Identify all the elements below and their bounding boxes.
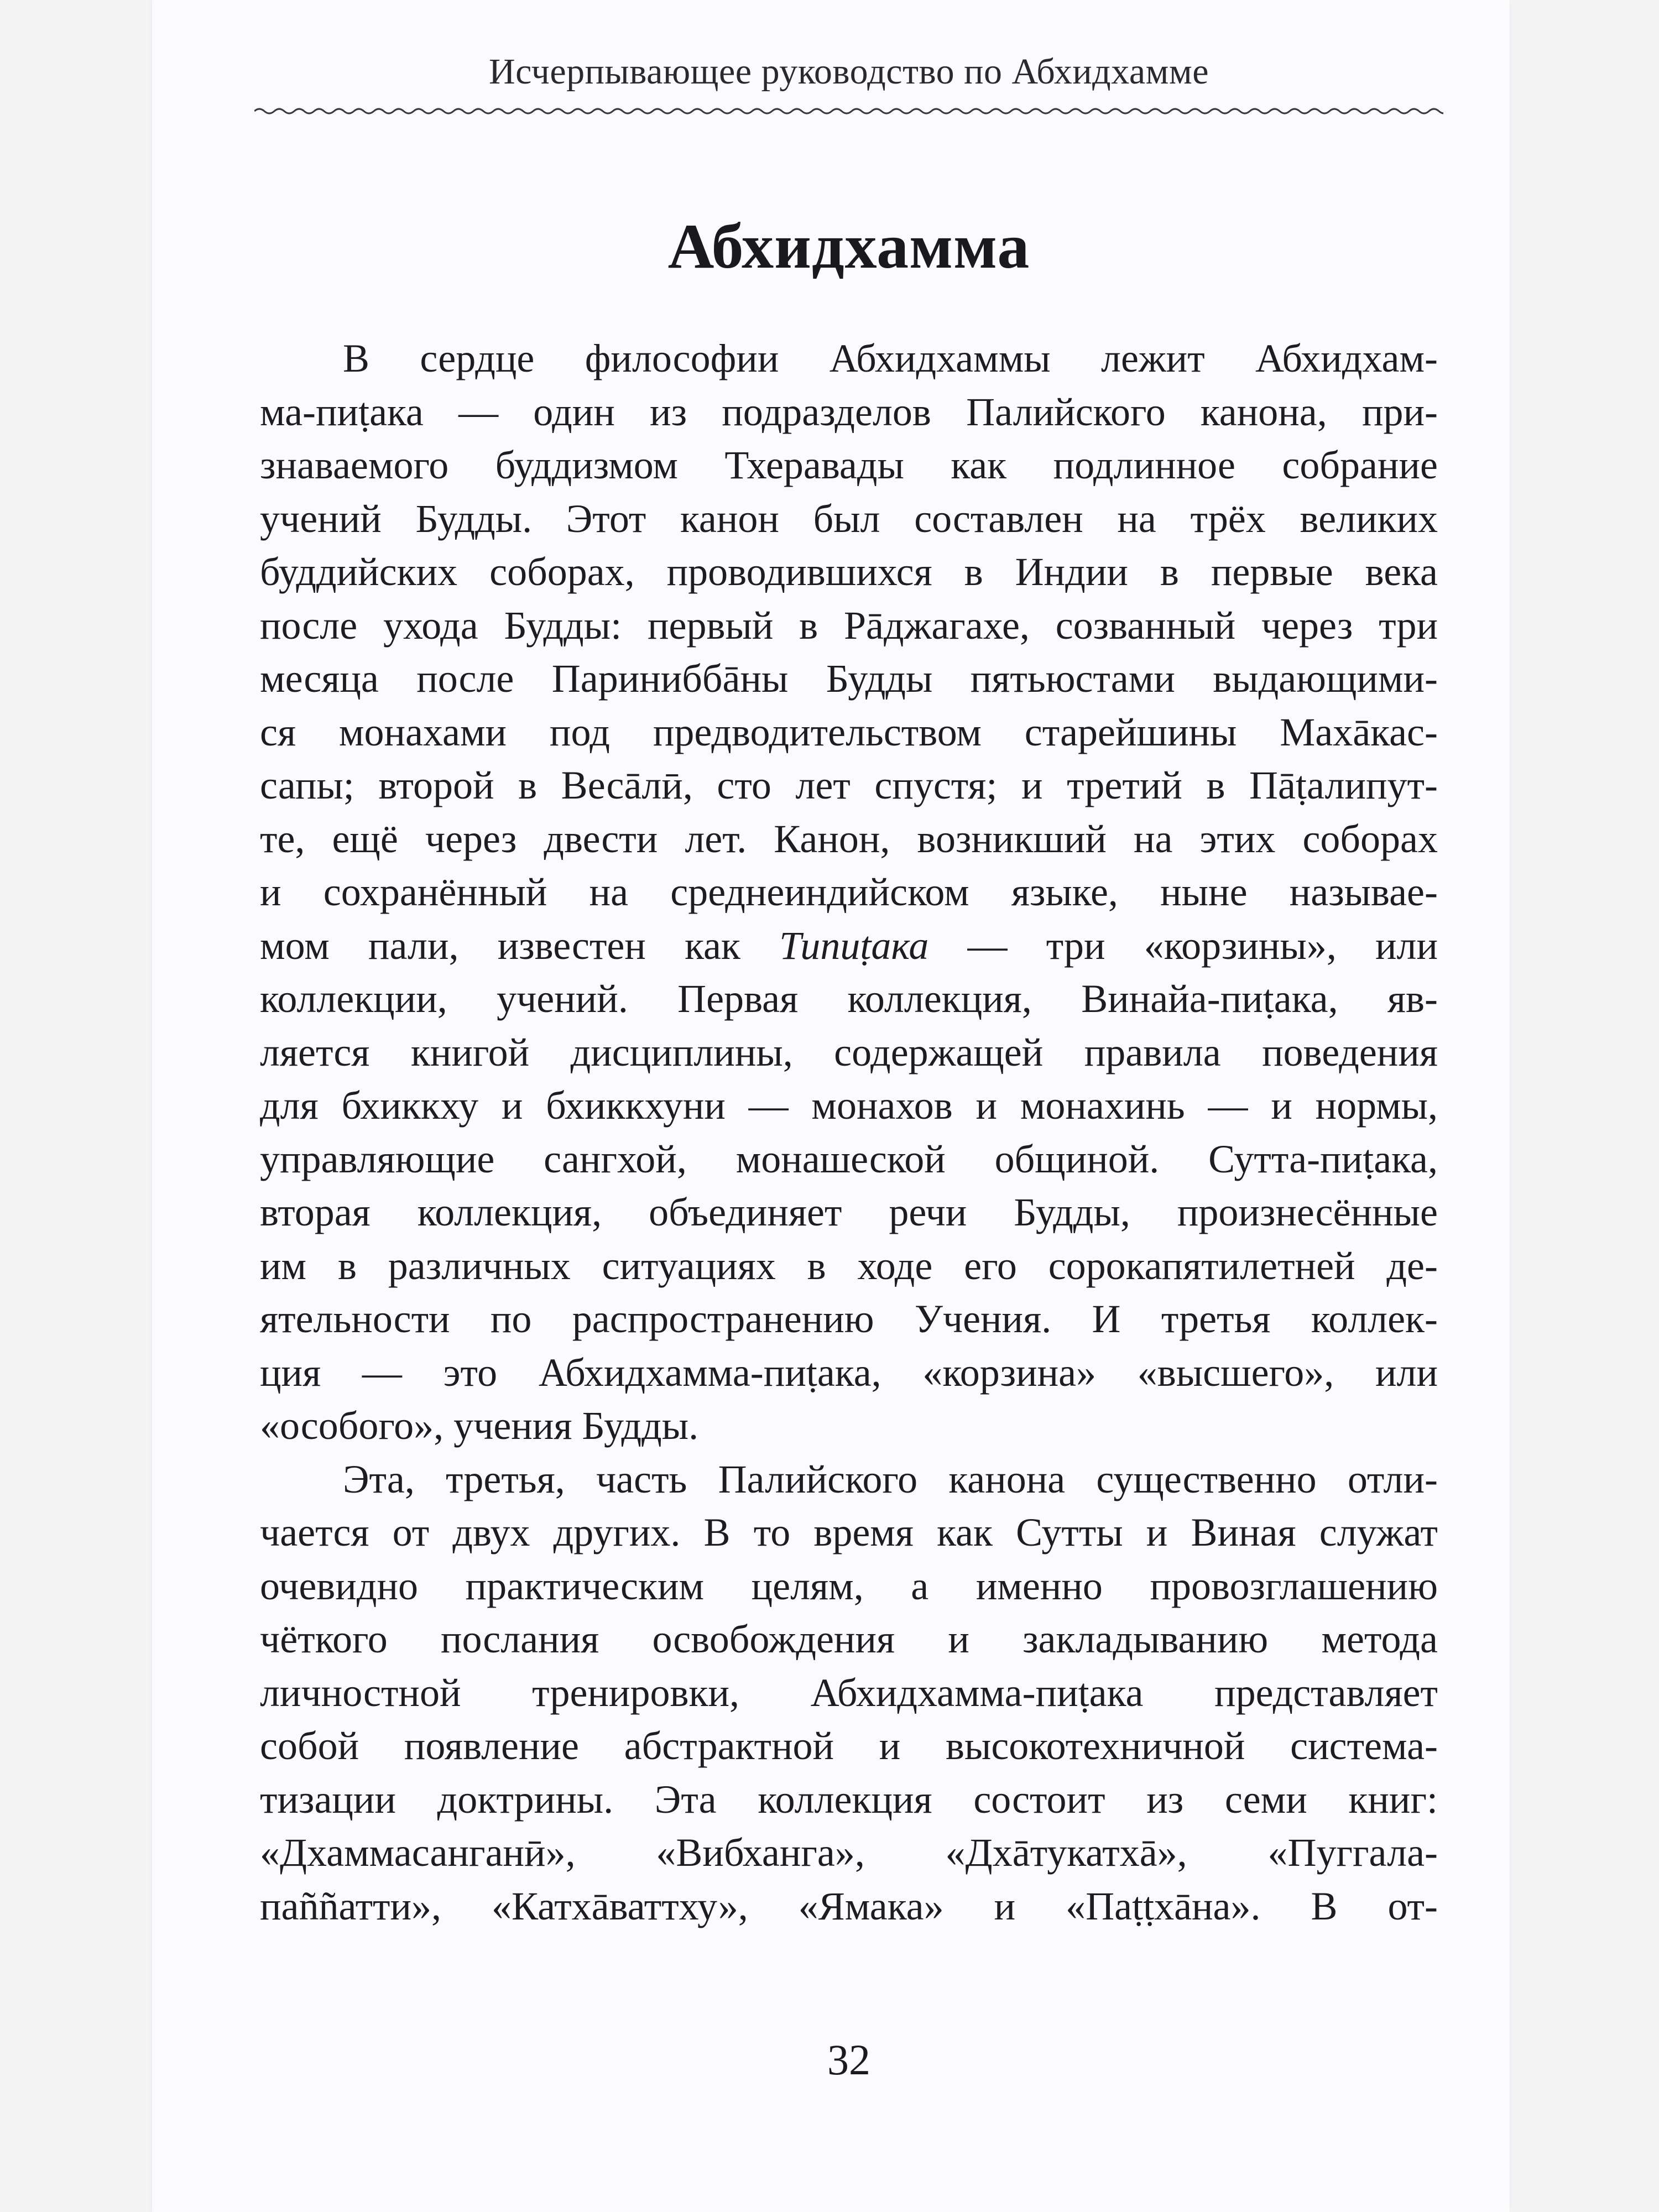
text-line: управляющие сангхой, монашеской общиной. Сутта-пиṭака, <box>260 1136 1438 1181</box>
text-line: чается от двух других. В то время как Сутты и Виная служат <box>260 1510 1438 1554</box>
text-line: ятельности по распространению Учения. И третья коллек- <box>260 1297 1438 1341</box>
text-line: паññатти», «Катхāваттху», «Ямака» и «Паṭṭхāна». В от- <box>260 1884 1438 1928</box>
body-text <box>260 332 1438 1933</box>
text-line: ляется книгой дисциплины, содержащей правила поведения <box>260 1030 1438 1074</box>
text-line: для бхиккху и бхиккхуни — монахов и монахинь — и нормы, <box>260 1083 1438 1128</box>
text-line: чёткого послания освобождения и закладыванию метода <box>260 1617 1438 1661</box>
text-line: и сохранённый на среднеиндийском языке, ныне называе- <box>260 870 1438 914</box>
text-line: те, ещё через двести лет. Канон, возникший на этих соборах <box>260 816 1438 861</box>
text-line: ма-пиṭака — один из подразделов Палийского канона, при- <box>260 389 1438 434</box>
text-line: «особого», учения Будды. <box>260 1404 699 1448</box>
text-line: месяца после Париниббāны Будды пятьюстами выдающими- <box>260 656 1438 701</box>
italic-term: Типиṭака <box>779 923 929 968</box>
paragraph <box>260 1453 1438 1933</box>
text-line: буддийских соборах, проводившихся в Индии в первые века <box>260 550 1438 594</box>
text-line: после ухода Будды: первый в Рāджагахе, созванный через три <box>260 603 1438 648</box>
text-line: собой появление абстрактной и высокотехничной система- <box>260 1724 1438 1768</box>
paragraph <box>260 332 1438 1453</box>
text-line: им в различных ситуациях в ходе его сорокапятилетней де- <box>260 1243 1438 1288</box>
text-line: коллекции, учений. Первая коллекция, Винайа-пиṭака, яв- <box>260 977 1438 1021</box>
text-line: «Дхаммасанганӣ», «Вибханга», «Дхāтукатхā», «Пуггала- <box>260 1830 1438 1875</box>
text-line: очевидно практическим целям, а именно провозглашению <box>260 1563 1438 1608</box>
text-line: знаваемого буддизмом Тхеравады как подлинное собрание <box>260 443 1438 487</box>
text-line: вторая коллекция, объединяет речи Будды, произнесённые <box>260 1190 1438 1234</box>
section-heading: Абхидхамма <box>667 211 1030 282</box>
text-line: тизации доктрины. Эта коллекция состоит из семи книг: <box>260 1777 1438 1822</box>
text-line: Эта, третья, часть Палийского канона существенно отли- <box>343 1457 1438 1501</box>
text-line: личностной тренировки, Абхидхамма-пиṭака представляет <box>260 1670 1438 1715</box>
text-line: ция — это Абхидхамма-пиṭака, «корзина» «высшего», или <box>260 1350 1438 1395</box>
text-line: сапы; второй в Весāлӣ, сто лет спустя; и третий в Пāṭалипут- <box>260 763 1438 807</box>
running-header: Исчерпывающее руководство по Абхидхамме <box>488 51 1209 92</box>
text-line: мом пали, известен как Типиṭака — три «корзины», или <box>260 923 1438 968</box>
text-line: учений Будды. Этот канон был составлен на трёх великих <box>260 496 1438 541</box>
text-line: ся монахами под предводительством старейшины Махāкас- <box>260 709 1438 754</box>
wavy-header-rule <box>254 105 1443 117</box>
text-line: В сердце философии Абхидхаммы лежит Абхидхам- <box>343 336 1438 380</box>
page-number: 32 <box>827 2036 870 2084</box>
